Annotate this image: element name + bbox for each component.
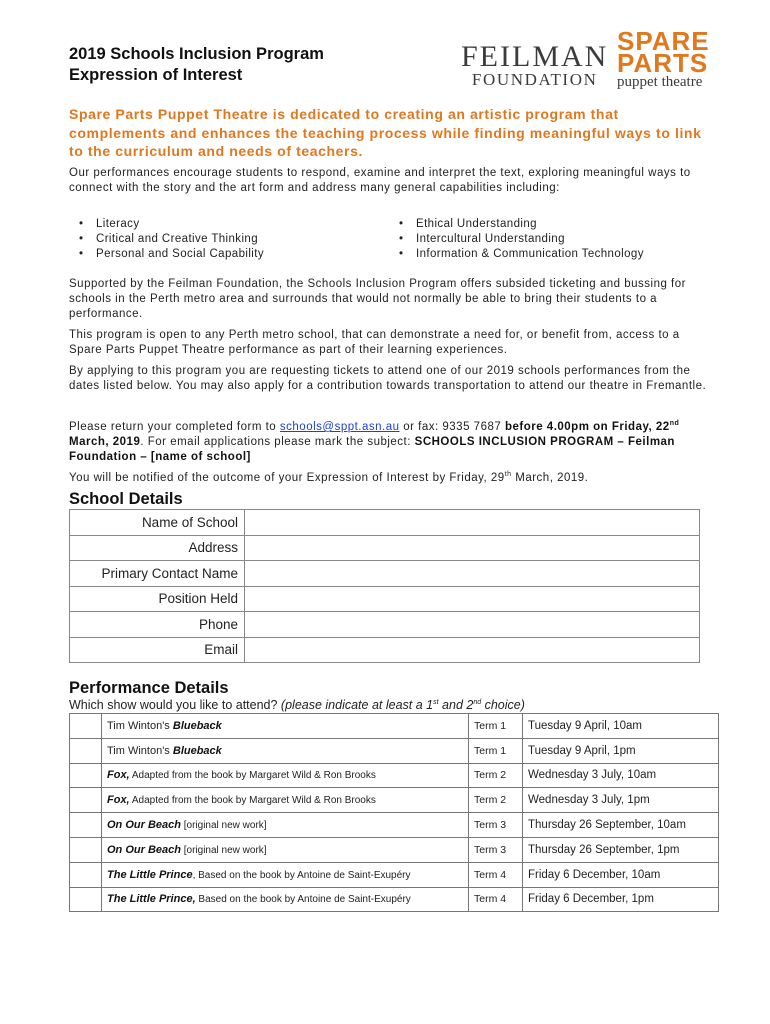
primary-contact-field[interactable] [245,561,700,587]
notified-b: March, 2019. [511,471,589,484]
email-link[interactable]: schools@sppt.asn.au [279,420,400,433]
term-cell: Term 1 [469,714,523,739]
spare-parts-logo [617,26,727,92]
performance-question [69,698,525,712]
hint-sup2: nd [473,698,482,706]
table-row [70,788,719,813]
field-label: Name of School [70,510,245,536]
date-cell: Thursday 26 September, 10am [523,813,719,838]
return-deadline-sup: nd [669,420,680,427]
return-subject: SCHOOLS INCLUSION PROGRAM – Feilman Foundation – [name of school] [69,435,675,463]
choice-cell[interactable] [70,862,102,887]
choice-cell[interactable] [70,763,102,788]
term-cell: Term 3 [469,813,523,838]
show-pre: Tim Winton's [107,719,173,732]
open-paragraph: This program is open to any Perth metro school, that can demonstrate a need for, or benefit from, access to a Spare Parts Puppet Theatre performance as part of their learning experiences. [69,329,680,356]
sp-logo-line1: SPARE [617,26,710,56]
address-field[interactable] [245,535,700,561]
show-cell [102,837,469,862]
school-details-heading: School Details [69,490,183,508]
show-post: Adapted from the book by Margaret Wild & Ron Brooks [129,795,376,807]
show-cell [102,788,469,813]
show-post: [original new work] [180,844,267,856]
phone-field[interactable] [245,612,700,638]
bullet-item: • Information & Communication Technology [389,247,719,262]
show-cell [102,714,469,739]
notified-a: You will be notified of the outcome of your Expression of Interest by Friday, 29 [69,471,505,484]
table-row [70,510,700,536]
show-title: On Our Beach [107,843,181,856]
school-details-table [69,509,700,663]
table-row [70,535,700,561]
show-title: The Little Prince [107,868,193,881]
hint-a: (please indicate at least a 1 [280,698,434,712]
date-cell: Wednesday 3 July, 1pm [523,788,719,813]
field-label: Address [70,535,245,561]
date-cell: Friday 6 December, 1pm [523,887,719,912]
term-cell: Term 1 [469,738,523,763]
term-cell: Term 3 [469,837,523,862]
bullet-item: • Ethical Understanding [389,217,719,232]
notified-paragraph [69,467,709,486]
choice-cell[interactable] [70,738,102,763]
field-label: Position Held [70,586,245,612]
return-mid: . For email applications please mark the subject: [140,435,415,448]
capabilities-paragraph: Our performances encourage students to respond, examine and interpret the text, exploring meaningful ways to connect with the story and the art form and address many general capabilities including: [69,167,691,194]
show-post: [original new work] [180,820,267,832]
choice-cell[interactable] [70,788,102,813]
bullet-item: • Personal and Social Capability [69,247,389,262]
bullet-item: • Literacy [69,217,389,232]
field-label: Email [70,637,245,663]
performance-table [69,713,719,912]
sp-logo-line3: puppet theatre [617,74,703,90]
show-title: Blueback [172,744,222,757]
question-text: Which show would you like to attend? [69,698,281,712]
table-row [70,862,719,887]
table-row [70,738,719,763]
show-post: Based on the book by Antoine de Saint-Exupéry [195,894,411,906]
bullet-item: • Critical and Creative Thinking [69,232,389,247]
table-row [70,586,700,612]
date-cell: Tuesday 9 April, 1pm [523,738,719,763]
hint-b: and 2 [438,698,474,712]
return-deadline-a: before 4.00pm on Friday, 22 [504,420,670,433]
table-row [70,612,700,638]
bullets-right [389,217,719,262]
choice-cell[interactable] [70,837,102,862]
feilman-foundation-logo [461,42,608,89]
sp-logo-line2: PARTS [617,48,709,78]
field-label: Phone [70,612,245,638]
show-pre: Tim Winton's [107,744,173,757]
table-row [70,714,719,739]
date-cell: Friday 6 December, 10am [523,862,719,887]
choice-cell[interactable] [70,887,102,912]
show-cell [102,862,469,887]
performance-details-heading: Performance Details [69,679,229,697]
return-deadline-b: March, 2019 [69,435,141,448]
choice-cell[interactable] [70,714,102,739]
bullets-left [69,217,389,262]
show-title: Fox, [107,794,130,807]
show-cell [102,813,469,838]
show-post: Adapted from the book by Margaret Wild & Ron Brooks [129,770,376,782]
return-fax: or fax: 9335 7687 [399,420,505,433]
date-cell: Wednesday 3 July, 10am [523,763,719,788]
term-cell: Term 2 [469,788,523,813]
show-title: Fox, [107,769,130,782]
date-cell: Tuesday 9 April, 10am [523,714,719,739]
intro-statement: Spare Parts Puppet Theatre is dedicated to creating an artistic program that complements and enhances the teaching process while finding meaningful ways to link to the curriculum and needs of teachers. [69,106,702,159]
position-held-field[interactable] [245,586,700,612]
return-paragraph [69,416,709,465]
field-label: Primary Contact Name [70,561,245,587]
email-field[interactable] [245,637,700,663]
school-name-field[interactable] [245,510,700,536]
show-title: The Little Prince, [107,893,196,906]
page-title [69,44,324,86]
term-cell: Term 4 [469,862,523,887]
show-title: Blueback [172,719,222,732]
table-row [70,561,700,587]
feilman-logo-line2: FOUNDATION [471,70,598,89]
notified-sup: th [504,471,512,478]
table-row [70,813,719,838]
term-cell: Term 2 [469,763,523,788]
table-row [70,637,700,663]
table-row [70,763,719,788]
feilman-logo-line1: FEILMAN [461,40,609,73]
table-row [70,887,719,912]
show-post: , Based on the book by Antoine de Saint-Exupéry [192,869,411,881]
title-line-1: 2019 Schools Inclusion Program [69,45,324,63]
title-line-2: Expression of Interest [69,66,243,84]
table-row [70,837,719,862]
date-cell: Thursday 26 September, 1pm [523,837,719,862]
term-cell: Term 4 [469,887,523,912]
show-cell [102,738,469,763]
hint-sup1: st [433,698,439,706]
bullet-item: • Intercultural Understanding [389,232,719,247]
applying-paragraph: By applying to this program you are requesting tickets to attend one of our 2019 schools performances from the dates listed below. You may also apply for a contribution towards transportation to attend our theatre in Fremantle. [69,365,707,392]
show-title: On Our Beach [107,819,181,832]
show-cell [102,887,469,912]
supported-paragraph: Supported by the Feilman Foundation, the Schools Inclusion Program offers subsided ticketing and bussing for schools in the Perth metro area and surrounds that would not normally be able to bring their students to a performance. [69,278,686,320]
show-cell [102,763,469,788]
return-prefix: Please return your completed form to [69,420,280,433]
choice-cell[interactable] [70,813,102,838]
hint-c: choice) [481,698,525,712]
